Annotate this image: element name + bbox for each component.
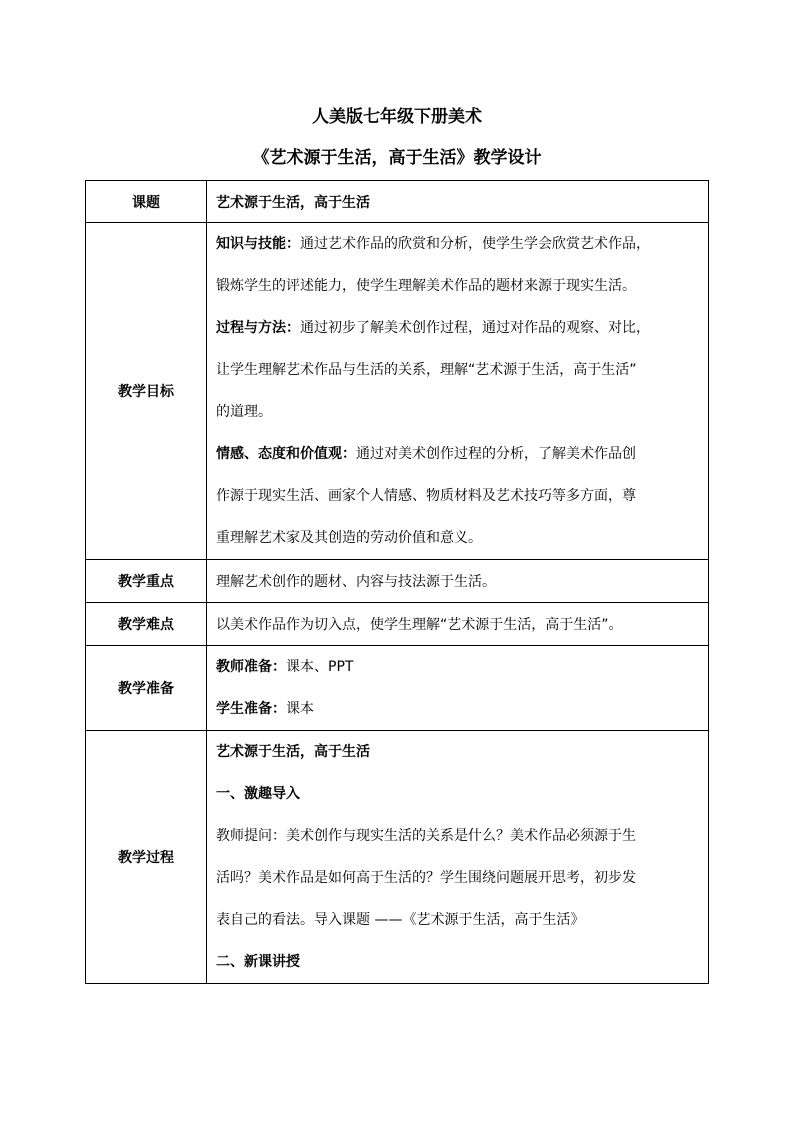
row-key-points <box>86 560 709 603</box>
emotion-line-1: 情感、态度和价值观：通过对美术创作过程的分析，了解美术作品创 <box>216 446 636 462</box>
process-label-cell: 教学过程 <box>86 731 207 984</box>
knowledge-line-1: 知识与技能：通过艺术作品的欣赏和分析，使学生学会欣赏艺术作品， <box>216 236 650 252</box>
teacher-prep-label: 教师准备： <box>216 659 286 675</box>
process-label: 过程与方法： <box>216 320 300 336</box>
document-subtitle: 《艺术源于生活，高于生活》教学设计 <box>252 148 542 168</box>
topic-value: 艺术源于生活，高于生活 <box>207 181 709 223</box>
process-line-3: 的道理。 <box>216 404 272 420</box>
student-prep-label: 学生准备： <box>216 701 286 717</box>
difficulties-label: 教学难点 <box>86 603 207 646</box>
process-para-2: 活吗？美术作品是如何高于生活的？学生围绕问题展开思考，初步发 <box>216 870 636 886</box>
process-heading: 艺术源于生活，高于生活 <box>216 744 370 760</box>
process-content <box>207 731 709 984</box>
process-para-1: 教师提问：美术创作与现实生活的关系是什么？美术作品必须源于生 <box>216 828 636 844</box>
row-topic <box>86 181 709 223</box>
knowledge-label: 知识与技能： <box>216 236 300 252</box>
row-difficulties <box>86 603 709 646</box>
objectives-content <box>207 223 709 560</box>
knowledge-line-2: 锻炼学生的评述能力，使学生理解美术作品的题材来源于现实生活。 <box>216 278 636 294</box>
key-points-label: 教学重点 <box>86 560 207 603</box>
preparation-content <box>207 646 709 731</box>
lesson-plan-table <box>85 180 709 984</box>
preparation-label: 教学准备 <box>86 646 207 731</box>
row-process <box>86 731 709 984</box>
section-intro: 一、激趣导入 <box>216 786 300 802</box>
section-new-lesson: 二、新课讲授 <box>216 954 300 970</box>
process-para-3: 表自己的看法。导入课题 ——《艺术源于生活，高于生活》 <box>216 912 585 928</box>
row-objectives <box>86 223 709 560</box>
difficulties-value: 以美术作品作为切入点，使学生理解“艺术源于生活，高于生活”。 <box>207 603 709 646</box>
objectives-label: 教学目标 <box>86 223 207 560</box>
process-line-2: 让学生理解艺术作品与生活的关系，理解“艺术源于生活，高于生活” <box>216 362 637 378</box>
student-prep: 学生准备：课本 <box>216 701 314 717</box>
emotion-line-2: 作源于现实生活、画家个人情感、物质材料及艺术技巧等多方面，尊 <box>216 488 636 504</box>
teacher-prep: 教师准备：课本、PPT <box>216 659 354 675</box>
process-line-1: 过程与方法：通过初步了解美术创作过程，通过对作品的观察、对比， <box>216 320 650 336</box>
key-points-value: 理解艺术创作的题材、内容与技法源于生活。 <box>207 560 709 603</box>
topic-label: 课题 <box>86 181 207 223</box>
emotion-line-3: 重理解艺术家及其创造的劳动价值和意义。 <box>216 530 482 546</box>
document-title: 人美版七年级下册美术 <box>312 107 482 127</box>
emotion-label: 情感、态度和价值观： <box>216 446 356 462</box>
row-preparation <box>86 646 709 731</box>
